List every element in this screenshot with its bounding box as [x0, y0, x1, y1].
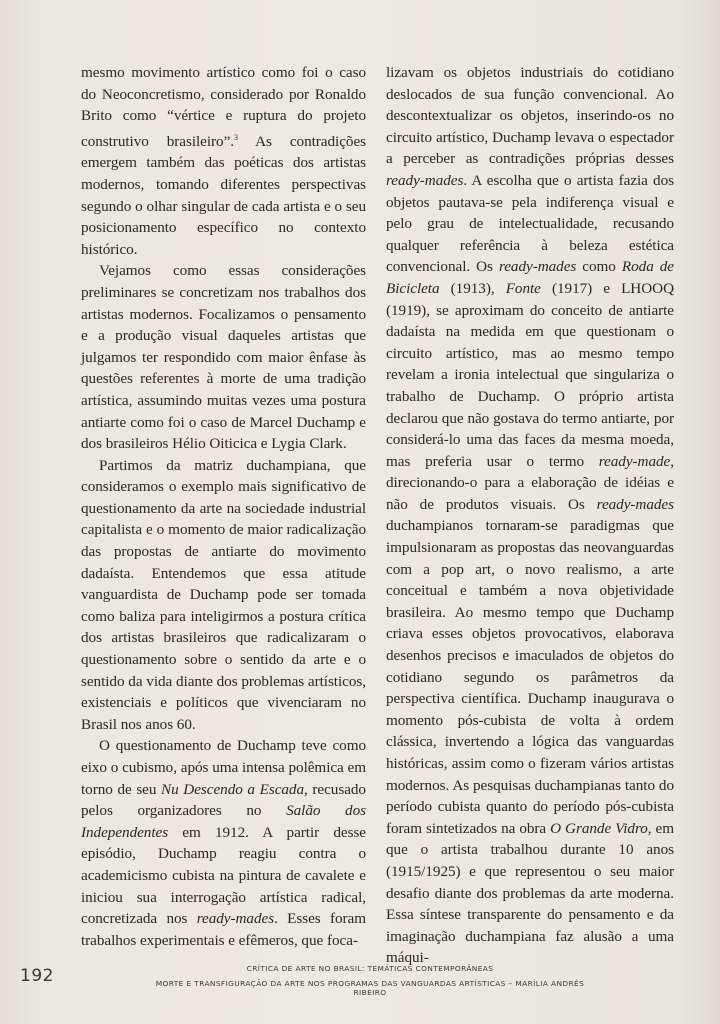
salon-title: Salão dos Independentes: [81, 802, 366, 841]
p5-s5: como: [576, 258, 622, 276]
p5-s3: . A escolha que o artista fazia dos objetos pautava-se pela indiferença visual e pelo grau de intelectualidade, recusando qualquer referência à beleza estética convencional. Os: [386, 171, 674, 276]
running-head-chapter-title: MORTE E TRANSFIGURAÇÃO DA ARTE NOS PROGRAMAS DAS VANGUARDAS ARTÍSTICAS – MARÍLIA ANDRÉS RIBEIRO: [155, 979, 585, 997]
p5-s15: , em que o artista trabalhou durante 10 anos (1915/1925) e que representou o seu maior desafio diante dos problemas da arte moderna. Essa síntese transparente do pensamento e da imaginação duchampiana faz alusão a uma máqui-: [386, 819, 674, 967]
paragraph-4: [81, 735, 366, 951]
paragraph-3: Partimos da matriz duchampiana, que consideramos o exemplo mais significativo de questionamento da arte na sociedade industrial capitalista e o momento de maior radicalização das propostas de antiarte do movimento dadaísta. Entendemos que essa atitude vanguardista de Duchamp pode ser tomada como baliza para inteligirmos a postura crítica dos artistas brasileiros que radicalizaram o questionamento sobre o sentido da arte e o sentido da vida diante dos problemas artísticos, existenciais e políticos que vivenciaram no Brasil nos anos 60.: [81, 456, 366, 733]
p4-text-g: . Esses foram trabalhos experimentais e efêmeros, que foca-: [81, 910, 366, 949]
p4-text-e: em 1912. A partir desse episódio, Duchamp reagiu contra o academicismo cubista na pintura de cavalete e iniciou sua interrogação artística radical, concretizada nos: [81, 823, 366, 928]
p5-s4: ready-mades: [498, 258, 577, 276]
footnote-ref: 3: [234, 132, 238, 142]
p5-s10: ready-made: [598, 452, 671, 470]
p5-s1: lizavam os objetos industriais do cotidiano deslocados de sua função convencional. Ao descontextualizar os objetos, inserindo-os no circuito artístico, Duchamp levava o espectador a perceber as contradições próprias desses: [386, 64, 674, 168]
p4-text-a: O questionamento de Duchamp teve como eixo o cubismo, após uma intensa polêmica em torno de seu: [81, 737, 366, 798]
p5-s7: (1913),: [439, 279, 506, 297]
paragraph-1-tail: As contradições emergem também das poéticas dos artistas modernos, tomando diferentes perspectivas segundo o olhar singular de cada artista e o seu posicionamento específico no contexto histórico.: [81, 132, 366, 258]
right-text-column: [386, 62, 674, 969]
paragraph-1-text: mesmo movimento artístico como foi o caso do Neoconcretismo, considerado por Ronaldo Brito como “vértice e ruptura do projeto construtivo brasileiro”.: [81, 64, 366, 150]
p4-text-c: , recusado pelos organizadores no: [81, 780, 366, 820]
p5-s6: Roda de Bicicleta: [386, 258, 674, 297]
artwork-title: Nu Descendo a Escada: [161, 780, 305, 798]
left-text-column: [81, 62, 366, 951]
paragraph-1: [81, 62, 366, 260]
running-head-book-title: CRÍTICA DE ARTE NO BRASIL: TEMÁTICAS CONTEMPORÂNEAS: [246, 964, 494, 973]
p5-s14: O Grande Vidro: [550, 819, 648, 837]
p5-s9: (1917) e LHOOQ (1919), se aproximam do conceito de antiarte dadaísta na medida em que questionam o circuito artístico, mas ao mesmo tempo revelam a ironia intelectual que singulariza o trabalho de Duchamp. O próprio artista declarou que não gostava do termo antiarte, por considerá-lo uma das faces da mesma moeda, mas preferia usar o termo: [386, 279, 674, 470]
paragraph-5: [386, 62, 674, 969]
page-number: 192: [20, 966, 54, 986]
term-italic: ready-mades: [196, 910, 275, 928]
p5-s8: Fonte: [505, 279, 541, 297]
p5-s11: , direcionando-o para a elaboração de idéias e não de produtos visuais. Os: [386, 452, 674, 513]
p5-s13: duchampianos tornaram-se paradigmas que impulsionaram as propostas das neovanguardas com a pop art, o novo realismo, a arte conceitual e também a nova objetividade brasileira. Ao mesmo tempo que Duchamp criava esses objetos provocativos, elaborava desenhos precisos e imaculados de objetos do cotidiano segundo os parâmetros da perspectiva científica. Duchamp inaugurava o momento pós-cubista de volta à ordem clássica, invertendo a lógica das vanguardas históricas, assim como o fizeram vários artistas modernos. As pesquisas duchampianas tanto do período cubista quanto do período pós-cubista foram sintetizados na obra: [386, 517, 674, 837]
p5-s2: ready-mades: [386, 171, 464, 189]
paragraph-2: Vejamos como essas considerações preliminares se concretizam nos trabalhos dos artistas modernos. Focalizamos o pensamento e a produção visual daqueles artistas que julgamos ter respondido com maior ênfase às questões referentes à morte de uma tradição artística, assumindo muitas vezes uma postura antiarte como foi o caso de Marcel Duchamp e dos brasileiros Hélio Oiticica e Lygia Clark.: [81, 262, 366, 453]
p5-s12: ready-mades: [596, 495, 674, 513]
